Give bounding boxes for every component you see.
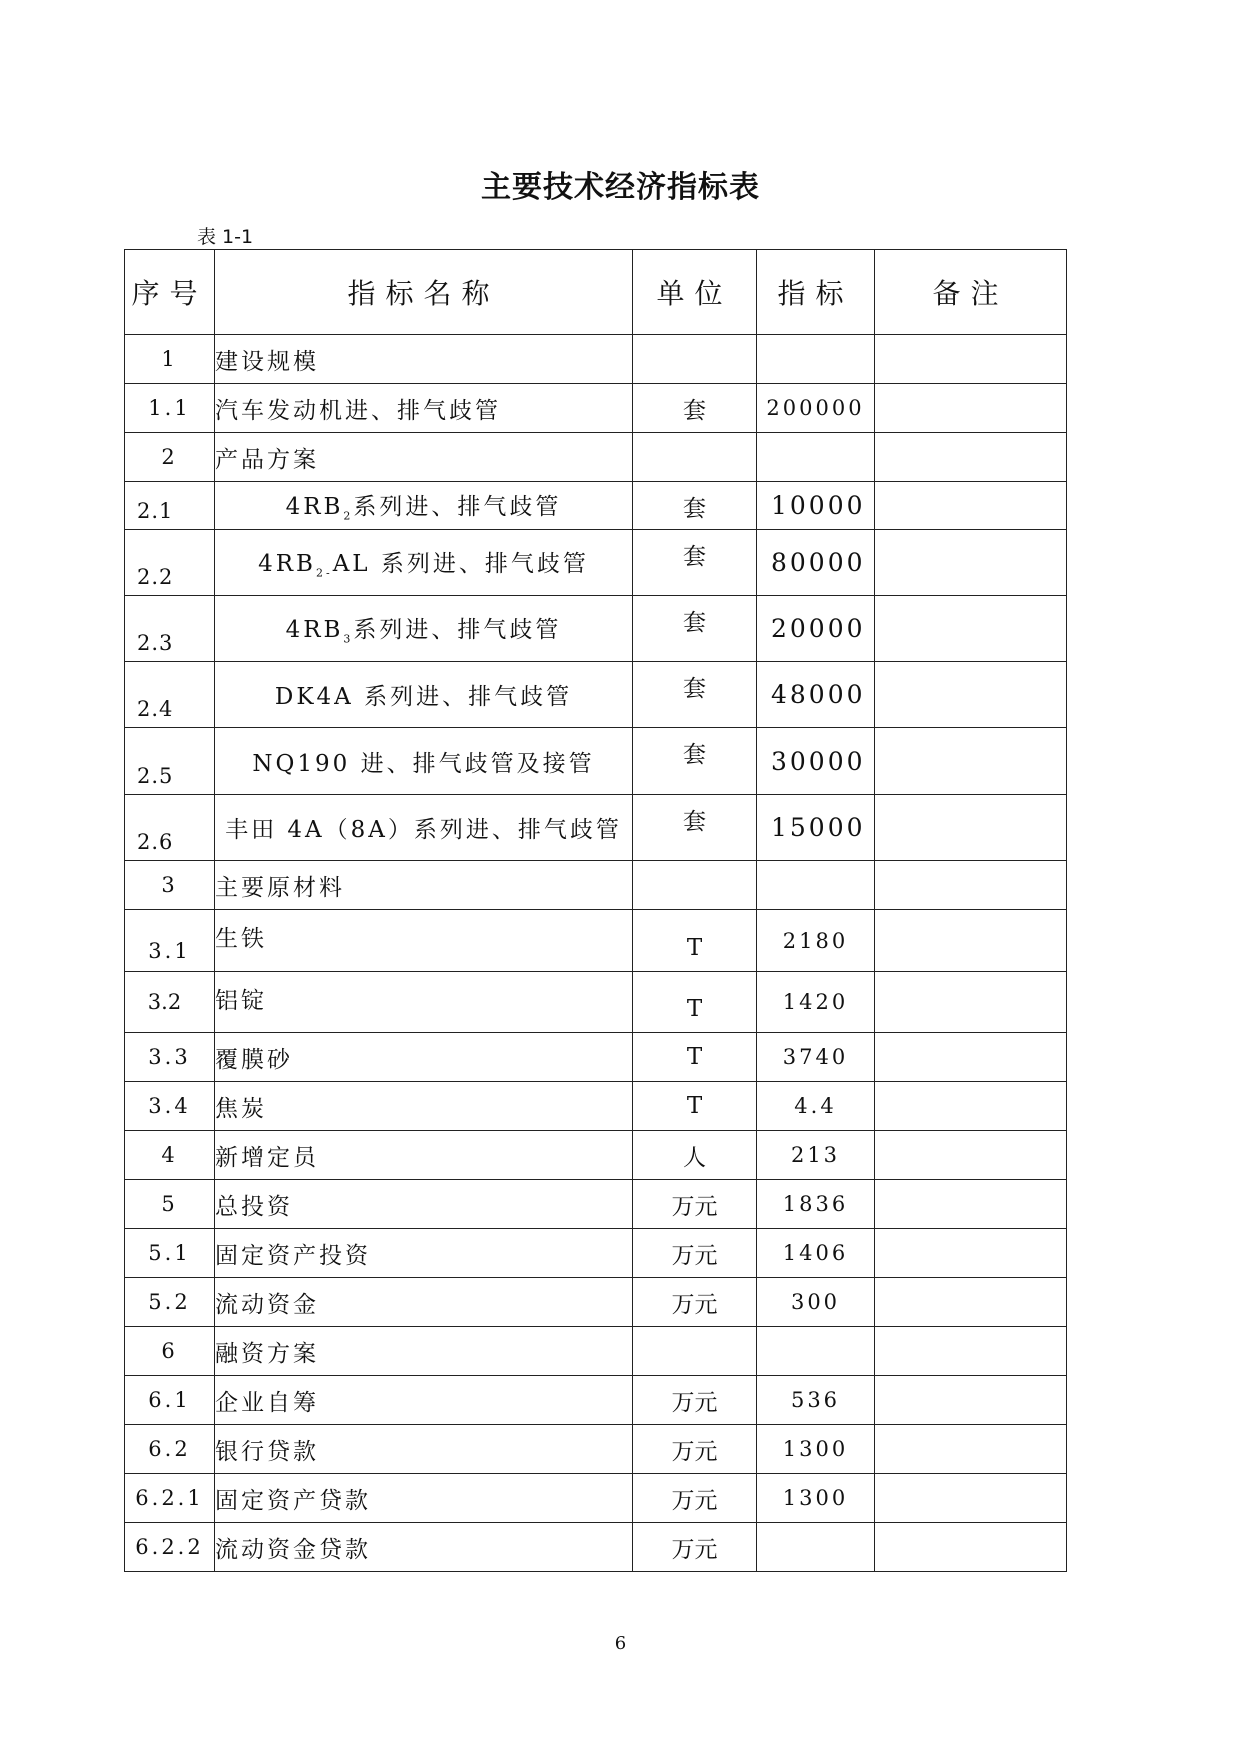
row-note xyxy=(875,910,1067,972)
row-name: 生铁 xyxy=(215,910,633,972)
row-name: 覆膜砂 xyxy=(215,1033,633,1082)
row-note xyxy=(875,972,1067,1033)
row-unit: T xyxy=(633,1082,757,1131)
row-value: 80000 xyxy=(757,530,875,596)
row-note xyxy=(875,1523,1067,1572)
row-seq: 5.1 xyxy=(125,1229,215,1278)
row-unit: T xyxy=(633,910,757,972)
row-seq: 6.2 xyxy=(125,1425,215,1474)
row-note xyxy=(875,1229,1067,1278)
name-prefix: 4RB xyxy=(285,494,344,521)
row-value: 3740 xyxy=(757,1033,875,1082)
row-name xyxy=(215,530,633,596)
table-row xyxy=(125,1033,1067,1082)
row-seq: 3.1 xyxy=(125,910,215,972)
row-value: 4.4 xyxy=(757,1082,875,1131)
row-note xyxy=(875,482,1067,530)
row-seq: 3.2 xyxy=(125,972,215,1033)
name-prefix: 4RB xyxy=(285,617,344,644)
page-number: 6 xyxy=(614,1633,627,1654)
row-name: 主要原材料 xyxy=(215,861,633,910)
row-unit xyxy=(633,1327,757,1376)
row-value: 536 xyxy=(757,1376,875,1425)
table-row xyxy=(125,384,1067,433)
row-note xyxy=(875,1131,1067,1180)
row-seq: 2.3 xyxy=(125,596,215,662)
row-note xyxy=(875,1278,1067,1327)
table-row xyxy=(125,910,1067,972)
row-name: 企业自筹 xyxy=(215,1376,633,1425)
row-value: 1836 xyxy=(757,1180,875,1229)
row-seq: 6.2.2 xyxy=(125,1523,215,1572)
row-value xyxy=(757,1327,875,1376)
row-name: 总投资 xyxy=(215,1180,633,1229)
row-value: 20000 xyxy=(757,596,875,662)
row-name: 流动资金 xyxy=(215,1278,633,1327)
row-unit: 套 xyxy=(633,662,757,728)
row-name: 铝锭 xyxy=(215,972,633,1033)
row-unit: 套 xyxy=(633,530,757,596)
row-unit: 万元 xyxy=(633,1278,757,1327)
name-suffix: AL 系列进、排气歧管 xyxy=(332,551,589,578)
row-seq: 2.2 xyxy=(125,530,215,596)
name-suffix: 系列进、排气歧管 xyxy=(353,617,562,644)
row-note xyxy=(875,335,1067,384)
name-subscript: 2 xyxy=(343,509,354,523)
table-row xyxy=(125,728,1067,795)
row-value: 1300 xyxy=(757,1474,875,1523)
row-note xyxy=(875,1033,1067,1082)
name-prefix: 4RB xyxy=(258,551,316,578)
row-note xyxy=(875,530,1067,596)
row-unit: 万元 xyxy=(633,1180,757,1229)
row-name: 银行贷款 xyxy=(215,1425,633,1474)
table-row xyxy=(125,1523,1067,1572)
row-name: 建设规模 xyxy=(215,335,633,384)
row-unit: 人 xyxy=(633,1131,757,1180)
row-seq: 2.4 xyxy=(125,662,215,728)
row-unit: 套 xyxy=(633,795,757,861)
row-value: 48000 xyxy=(757,662,875,728)
table-row xyxy=(125,861,1067,910)
table-row xyxy=(125,1425,1067,1474)
row-note xyxy=(875,728,1067,795)
table-row xyxy=(125,1131,1067,1180)
indicator-table xyxy=(124,249,1067,1572)
row-unit: 套 xyxy=(633,384,757,433)
header-name: 指标名称 xyxy=(215,250,633,335)
header-value: 指标 xyxy=(757,250,875,335)
row-note xyxy=(875,1327,1067,1376)
row-unit: T xyxy=(633,972,757,1033)
table-row xyxy=(125,1474,1067,1523)
row-value: 1420 xyxy=(757,972,875,1033)
row-note xyxy=(875,861,1067,910)
row-name xyxy=(215,596,633,662)
row-unit: 套 xyxy=(633,728,757,795)
row-seq: 1.1 xyxy=(125,384,215,433)
row-name: 丰田 4A（8A）系列进、排气歧管 xyxy=(215,795,633,861)
row-value xyxy=(757,1523,875,1572)
row-name xyxy=(215,482,633,530)
table-caption: 表 1-1 xyxy=(197,226,254,248)
row-seq: 6.1 xyxy=(125,1376,215,1425)
row-unit: 万元 xyxy=(633,1425,757,1474)
row-unit xyxy=(633,861,757,910)
row-name: 融资方案 xyxy=(215,1327,633,1376)
row-seq: 3 xyxy=(125,861,215,910)
table-row xyxy=(125,482,1067,530)
row-name: 新增定员 xyxy=(215,1131,633,1180)
row-seq: 3.3 xyxy=(125,1033,215,1082)
name-subscript: 2- xyxy=(315,566,333,580)
row-name: 汽车发动机进、排气歧管 xyxy=(215,384,633,433)
page-title: 主要技术经济指标表 xyxy=(481,170,760,205)
row-note xyxy=(875,1425,1067,1474)
row-seq: 5 xyxy=(125,1180,215,1229)
row-note xyxy=(875,1180,1067,1229)
row-note xyxy=(875,662,1067,728)
row-name: 产品方案 xyxy=(215,433,633,482)
row-unit: T xyxy=(633,1033,757,1082)
table-row xyxy=(125,335,1067,384)
row-name: DK4A 系列进、排气歧管 xyxy=(215,662,633,728)
row-value xyxy=(757,433,875,482)
row-value: 300 xyxy=(757,1278,875,1327)
row-seq: 5.2 xyxy=(125,1278,215,1327)
row-seq: 2.1 xyxy=(125,482,215,530)
row-name: 固定资产贷款 xyxy=(215,1474,633,1523)
row-seq: 3.4 xyxy=(125,1082,215,1131)
row-unit: 万元 xyxy=(633,1229,757,1278)
table-row xyxy=(125,972,1067,1033)
row-seq: 2.6 xyxy=(125,795,215,861)
row-seq: 2.5 xyxy=(125,728,215,795)
table-row xyxy=(125,795,1067,861)
row-value: 200000 xyxy=(757,384,875,433)
row-unit xyxy=(633,335,757,384)
row-note xyxy=(875,433,1067,482)
row-value: 10000 xyxy=(757,482,875,530)
row-value: 15000 xyxy=(757,795,875,861)
row-seq: 1 xyxy=(125,335,215,384)
row-value xyxy=(757,335,875,384)
row-value: 30000 xyxy=(757,728,875,795)
row-note xyxy=(875,1376,1067,1425)
row-seq: 4 xyxy=(125,1131,215,1180)
table-row xyxy=(125,433,1067,482)
row-unit xyxy=(633,433,757,482)
row-name: 流动资金贷款 xyxy=(215,1523,633,1572)
row-value: 1300 xyxy=(757,1425,875,1474)
row-note xyxy=(875,384,1067,433)
row-note xyxy=(875,1082,1067,1131)
row-unit: 万元 xyxy=(633,1523,757,1572)
row-note xyxy=(875,596,1067,662)
row-unit: 万元 xyxy=(633,1474,757,1523)
row-note xyxy=(875,795,1067,861)
row-value: 213 xyxy=(757,1131,875,1180)
row-seq: 6 xyxy=(125,1327,215,1376)
row-note xyxy=(875,1474,1067,1523)
table-row xyxy=(125,1180,1067,1229)
row-unit: 万元 xyxy=(633,1376,757,1425)
table-row xyxy=(125,1229,1067,1278)
table-row xyxy=(125,1082,1067,1131)
table-row xyxy=(125,1278,1067,1327)
row-value: 1406 xyxy=(757,1229,875,1278)
header-note: 备注 xyxy=(875,250,1067,335)
table-row xyxy=(125,596,1067,662)
row-seq: 2 xyxy=(125,433,215,482)
row-name: NQ190 进、排气歧管及接管 xyxy=(215,728,633,795)
row-value xyxy=(757,861,875,910)
table-row xyxy=(125,1327,1067,1376)
row-unit: 套 xyxy=(633,482,757,530)
table-row xyxy=(125,1376,1067,1425)
table-header-row xyxy=(125,250,1067,335)
row-name: 固定资产投资 xyxy=(215,1229,633,1278)
table-row xyxy=(125,662,1067,728)
row-value: 2180 xyxy=(757,910,875,972)
row-unit: 套 xyxy=(633,596,757,662)
table-row xyxy=(125,530,1067,596)
row-seq: 6.2.1 xyxy=(125,1474,215,1523)
name-suffix: 系列进、排气歧管 xyxy=(353,494,562,521)
name-subscript: 3 xyxy=(343,632,354,646)
row-name: 焦炭 xyxy=(215,1082,633,1131)
header-unit: 单位 xyxy=(633,250,757,335)
header-seq: 序号 xyxy=(125,250,215,335)
